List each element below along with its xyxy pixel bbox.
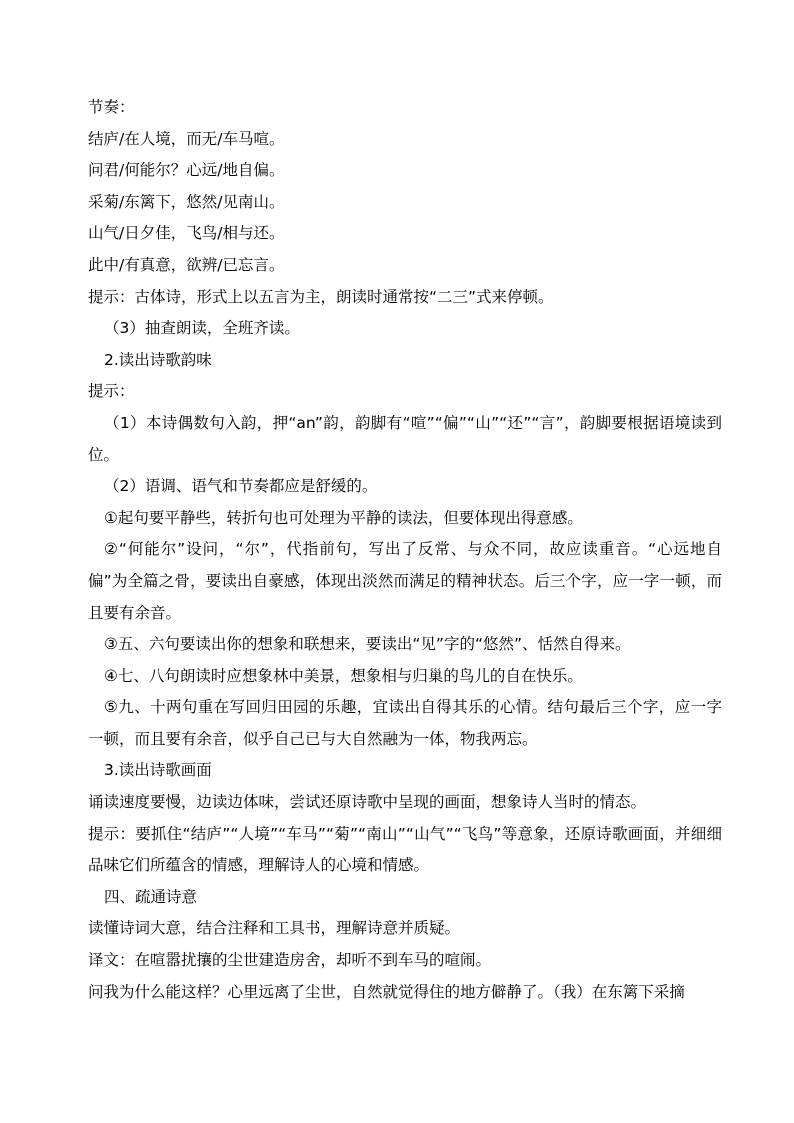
poem-line-2: 问君/何能尔？心远/地自偏。 — [88, 161, 285, 180]
section-heading-3: 3.读出诗歌画面 — [104, 761, 212, 780]
tip-point-5: ⑤九、十两句重在写回归田园的乐趣，宜读出自得其乐的心情。结句最后三个字，应一字一顿，而且要有余音，似乎自己已与大自然融为一体，物我两忘。 — [88, 698, 722, 748]
tip-point-1: ①起句要平静些，转折句也可处理为平静的读法，但要体现出得意感。 — [104, 508, 583, 527]
tip-label: 提示： — [88, 382, 135, 401]
document-body — [88, 92, 722, 1008]
imagery-instruction: 诵读速度要慢，边读边体味，尝试还原诗歌中呈现的画面，想象诗人当时的情态。 — [88, 793, 647, 812]
tip-point-3: ③五、六句要读出你的想象和联想来，要读出“见”字的“悠然”、恬然自得来。 — [104, 635, 631, 654]
tip-item-2: （2）语调、语气和节奏都应是舒缓的。 — [104, 477, 378, 496]
imagery-tip: 提示：要抓住“结庐”“人境”“车马”“菊”“南山”“山气”“飞鸟”等意象，还原诗歌画面，并细细品味它们所蕴含的情感，理解诗人的心境和情感。 — [88, 824, 722, 875]
tip-point-2: ②“何能尔”设问，“尔”，代指前句，写出了反常、与众不同，故应读重音。“心远地自偏”为全篇之骨，要读出自豪感，体现出淡然而满足的精神状态。后三个字，应一字一顿，而且要有余音。 — [88, 540, 722, 622]
translation-line-2: 问我为什么能这样？心里远离了尘世，自然就觉得住的地方僻静了。（我）在东篱下采摘 — [88, 982, 685, 1001]
rhythm-tip: 提示：古体诗，形式上以五言为主，朗读时通常按“二三”式来停顿。 — [88, 287, 554, 306]
meaning-instruction: 读懂诗词大意，结合注释和工具书，理解诗意并质疑。 — [88, 919, 461, 938]
poem-line-1: 结庐/在人境，而无/车马喧。 — [88, 129, 285, 148]
poem-line-4: 山气/日夕佳，飞鸟/相与还。 — [88, 224, 285, 243]
section-heading-4: 四、疏通诗意 — [104, 887, 198, 906]
rhythm-heading: 节奏： — [88, 98, 135, 116]
tip-point-4: ④七、八句朗读时应想象林中美景，想象相与归巢的鸟儿的自在快乐。 — [104, 666, 583, 685]
section-heading-2: 2.读出诗歌韵味 — [104, 350, 212, 369]
poem-line-5: 此中/有真意，欲辨/已忘言。 — [88, 255, 285, 274]
tip-item-1: （1）本诗偶数句入韵，押“an”韵，韵脚有“喧”“偏”“山”“还”“言”，韵脚要根据语境读到位。 — [88, 413, 722, 464]
translation-line-1: 译文：在喧嚣扰攘的尘世建造房舍，却听不到车马的喧闹。 — [88, 951, 492, 970]
reading-step-3: （3）抽查朗读，全班齐读。 — [104, 319, 300, 338]
poem-line-3: 采菊/东篱下，悠然/见南山。 — [88, 192, 285, 211]
